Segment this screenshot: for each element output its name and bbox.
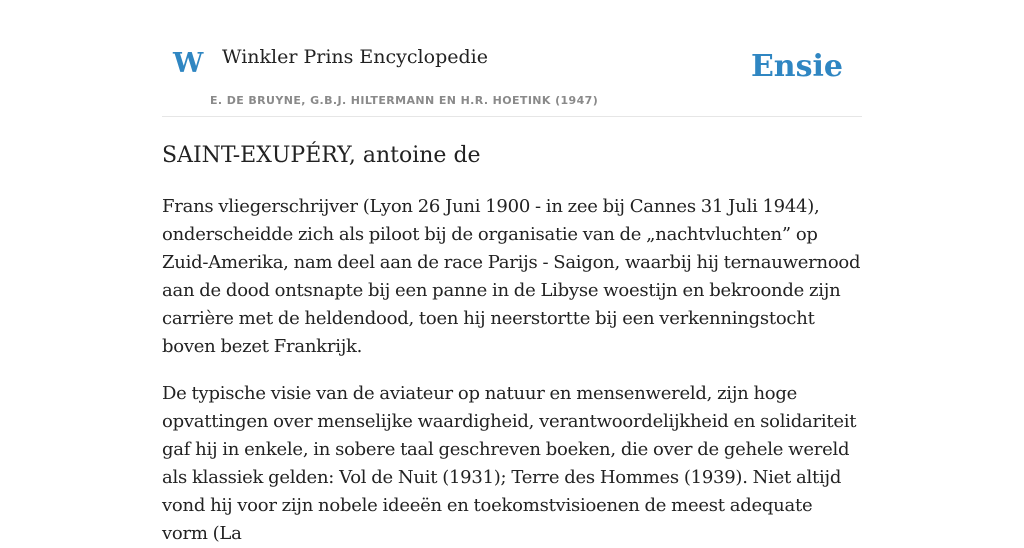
site-header	[162, 0, 862, 117]
article-title: SAINT-EXUPÉRY, antoine de	[162, 143, 481, 168]
ensie-logo[interactable]: Ensie	[750, 49, 843, 84]
article-paragraph: Frans vliegerschrijver (Lyon 26 Juni 1900 - in zee bij Cannes 31 Juli 1944), onderscheidde zich als piloot bij de organisatie van de „nachtvluchten” op Zuid-Amerika, nam deel aan de race Parijs - Saigon, waarbij hij ternauwernood aan de dood ontsnapte bij een panne in de Libyse woestijn en bekroonde zijn carrière met de heldendood, toen hij neerstortte bij een verkenningstocht boven bezet Frankrijk.	[162, 196, 861, 357]
authors-byline: E. DE BRUYNE, G.B.J. HILTERMANN EN H.R. HOETINK (1947)	[210, 94, 599, 107]
winkler-prins-logo[interactable]: W	[173, 48, 204, 79]
article-page	[162, 0, 862, 548]
encyclopedia-title[interactable]: Winkler Prins Encyclopedie	[222, 46, 488, 68]
article-paragraph: De typische visie van de aviateur op natuur en mensenwereld, zijn hoge opvattingen over menselijke waardigheid, verantwoordelijkheid en solidariteit gaf hij in enkele, in sobere taal geschreven boeken, die over de gehele wereld als klassiek gelden: Vol de Nuit (1931); Terre des Hommes (1939). Niet altijd vond hij voor zijn nobele ideeën en toekomstvisioenen de meest adequate vorm (La	[162, 383, 857, 544]
